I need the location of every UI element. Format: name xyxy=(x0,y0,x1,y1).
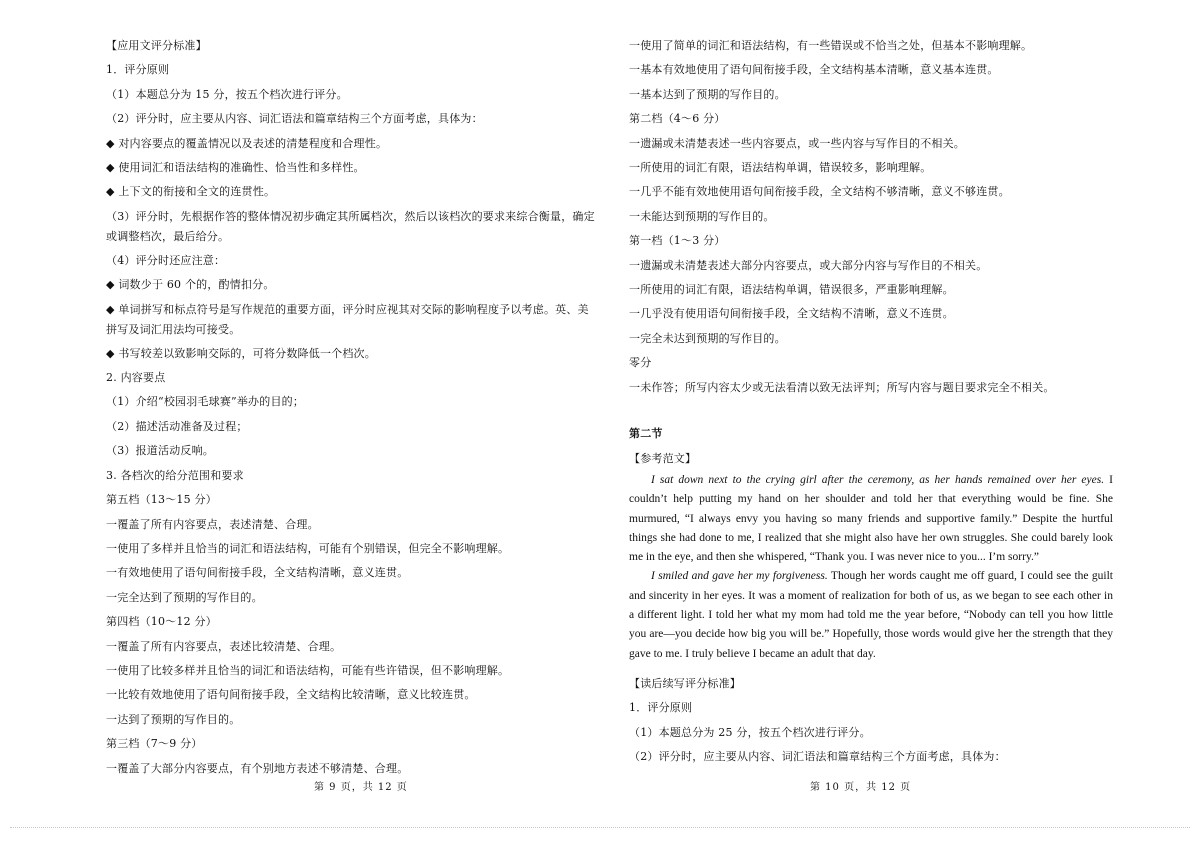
page-number-right: 第 10 页，共 12 页 xyxy=(810,782,912,793)
text-line: 一几乎不能有效地使用语句间衔接手段，全文结构不够清晰，意义不够连贯。 xyxy=(629,185,1010,199)
text-line: 一未作答；所写内容太少或无法看清以致无法评判；所写内容与题目要求完全不相关。 xyxy=(629,380,1055,394)
left-page-body xyxy=(106,34,596,781)
left-page xyxy=(106,34,596,781)
text-line: 第五档（13～15 分） xyxy=(106,493,217,507)
text-line: ◆ 单词拼写和标点符号是写作规范的重要方面，评分时应视其对交际的影响程度予以考虑。英、美拼写及词汇用法均可接受。 xyxy=(106,302,589,336)
text-line: （2）描述活动准备及过程； xyxy=(106,419,248,433)
right-page xyxy=(629,34,1113,770)
text-line: 一有效地使用了语句间衔接手段，全文结构清晰，意义连贯。 xyxy=(106,566,409,580)
text-line: 一遗漏或未清楚表述大部分内容要点，或大部分内容与写作目的不相关。 xyxy=(629,258,988,272)
text-line: （4）评分时还应注意： xyxy=(106,253,226,267)
text-line: （3）报道活动反响。 xyxy=(106,444,214,458)
text-line: 【应用文评分标准】 xyxy=(106,39,207,52)
criteria-line: （2）评分时，应主要从内容、词汇语法和篇章结构三个方面考虑，具体为： xyxy=(629,750,1006,764)
text-line: 第四档（10～12 分） xyxy=(106,615,217,629)
text-line: 2. 内容要点 xyxy=(106,371,166,385)
text-line: ◆ 词数少于 60 个的，酌情扣分。 xyxy=(106,278,275,292)
text-line: （3）评分时，先根据作答的整体情况初步确定其所属档次，然后以该档次的要求来综合衡量，确定或调整档次，最后给分。 xyxy=(106,209,595,243)
text-line: 第二档（4～6 分） xyxy=(629,112,726,126)
text-line: 3. 各档次的给分范围和要求 xyxy=(106,468,244,482)
sample-paragraph-2 xyxy=(629,567,1113,663)
text-line: 一使用了简单的词汇和语法结构，有一些错误或不恰当之处，但基本不影响理解。 xyxy=(629,39,1033,52)
criteria-line: （1）本题总分为 25 分，按五个档次进行评分。 xyxy=(629,725,871,739)
text-line: 第一档（1～3 分） xyxy=(629,234,726,248)
text-line: （1）本题总分为 15 分，按五个档次进行评分。 xyxy=(106,87,348,101)
text-line: 第三档（7～9 分） xyxy=(106,737,203,751)
paragraph-1-body: I couldn’t help putting my hand on her shoulder and told her that everything would be fine. She murmured, “I always envy you having so many friends and supportive family.” Despite the hurtful things she had done to me, I realized that she might also have her own struggles. She could barely look me in the eye, and then she whispered, “Thank you. I was never nice to you... I’m sorry.” xyxy=(629,473,1113,564)
text-line: 一几乎没有使用语句间衔接手段，全文结构不清晰，意义不连贯。 xyxy=(629,307,954,321)
sample-paragraph-1 xyxy=(629,471,1113,567)
text-line: （1）介绍“校园羽毛球赛”举办的目的； xyxy=(106,395,305,409)
page-number-left: 第 9 页，共 12 页 xyxy=(314,782,408,793)
text-line: 一比较有效地使用了语句间衔接手段，全文结构比较清晰，意义比较连贯。 xyxy=(106,688,476,702)
text-line: 一完全未达到预期的写作目的。 xyxy=(629,331,786,345)
text-line: （2）评分时，应主要从内容、词汇语法和篇章结构三个方面考虑，具体为： xyxy=(106,112,483,126)
text-line: 一达到了预期的写作目的。 xyxy=(106,712,241,726)
text-line: 一使用了多样并且恰当的词汇和语法结构，可能有个别错误，但完全不影响理解。 xyxy=(106,541,510,555)
right-page-body xyxy=(629,34,1113,400)
text-line: 一未能达到预期的写作目的。 xyxy=(629,209,775,223)
sample-essay-label: 【参考范文】 xyxy=(629,451,697,465)
text-line: 一所使用的词汇有限，语法结构单调，错误较多，影响理解。 xyxy=(629,161,932,175)
paragraph-1-opening: I sat down next to the crying girl after the ceremony, as her hands remained over her eyes. xyxy=(651,473,1105,486)
text-line: ◆ 上下文的衔接和全文的连贯性。 xyxy=(106,185,276,199)
text-line: ◆ 对内容要点的覆盖情况以及表述的清楚程度和合理性。 xyxy=(106,136,388,150)
criteria-line: 1．评分原则 xyxy=(629,701,693,715)
paragraph-2-opening: I smiled and gave her my forgiveness. xyxy=(651,570,828,583)
text-line: 1．评分原则 xyxy=(106,63,170,77)
text-line: ◆ 书写较差以致影响交际的，可将分数降低一个档次。 xyxy=(106,346,376,360)
continuation-criteria-label: 【读后续写评分标准】 xyxy=(629,676,741,690)
text-line: 一遗漏或未清楚表述一些内容要点，或一些内容与写作目的不相关。 xyxy=(629,136,965,150)
text-line: 一覆盖了所有内容要点，表述比较清楚、合理。 xyxy=(106,639,342,653)
text-line: 一覆盖了所有内容要点，表述清楚、合理。 xyxy=(106,517,319,531)
text-line: 一基本达到了预期的写作目的。 xyxy=(629,87,786,101)
section-heading: 第二节 xyxy=(629,427,663,441)
text-line: 一完全达到了预期的写作目的。 xyxy=(106,590,263,604)
page-divider xyxy=(10,827,1190,828)
text-line: 一所使用的词汇有限，语法结构单调，错误很多，严重影响理解。 xyxy=(629,283,954,297)
paragraph-2-body: Though her words caught me off guard, I could see the guilt and sincerity in her eyes. It was a moment of realization for both of us, as we began to see each other in a different light. I told her what my mom had told me the year before, “Nobody can tell you how little you are—you decide how big you will be.” Hopefully, those words would give her the strength that they gave to me. I truly believe I became an adult that day. xyxy=(629,570,1113,660)
text-line: 一覆盖了大部分内容要点，有个别地方表述不够清楚、合理。 xyxy=(106,761,409,775)
text-line: 一使用了比较多样并且恰当的词汇和语法结构，可能有些许错误，但不影响理解。 xyxy=(106,663,510,677)
text-line: 零分 xyxy=(629,356,652,370)
text-line: ◆ 使用词汇和语法结构的准确性、恰当性和多样性。 xyxy=(106,161,365,175)
text-line: 一基本有效地使用了语句间衔接手段，全文结构基本清晰，意义基本连贯。 xyxy=(629,63,999,77)
